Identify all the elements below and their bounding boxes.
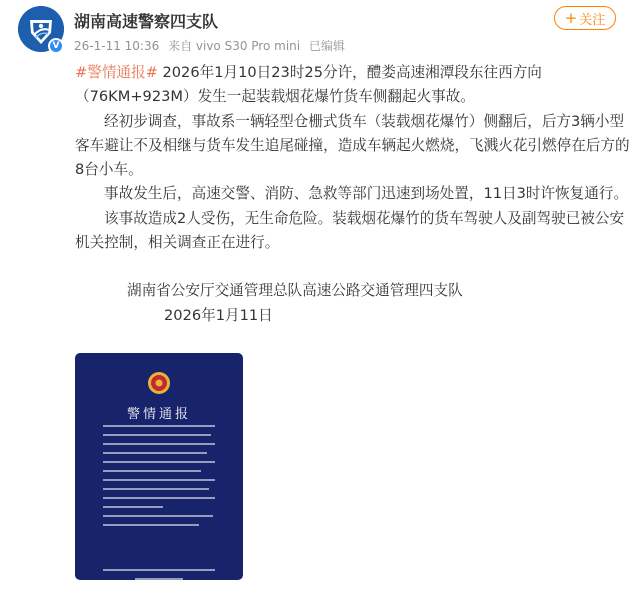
follow-button[interactable]: [554, 6, 616, 30]
plus-icon: +: [564, 8, 578, 27]
notice-text-lines: [103, 425, 215, 580]
post-meta: [74, 37, 350, 54]
edited-label[interactable]: 已编辑: [308, 39, 345, 53]
post-header: [0, 0, 640, 60]
post-paragraph-1: [75, 61, 630, 110]
post-paragraph-2: 经初步调查，事故系一辆轻型仓栅式货车（装载烟花爆竹）侧翻后，后方3辆小型客车避让不及相继与货车发生追尾碰撞，造成车辆起火燃烧，飞溅火花引燃停在后方的8台小车。: [75, 112, 630, 179]
post-body: [75, 61, 630, 328]
signature-org: 湖南省公安厅交通管理总队高速公路交通管理四支队: [127, 282, 463, 300]
police-emblem-icon: [75, 353, 243, 401]
account-name[interactable]: 湖南高速警察四支队: [74, 12, 219, 31]
post-image[interactable]: [75, 353, 243, 580]
hashtag-link[interactable]: #警情通报#: [75, 64, 158, 81]
verified-badge-icon: V: [48, 38, 64, 54]
post-time[interactable]: 26-1-11 10:36: [74, 39, 160, 53]
follow-label: 关注: [579, 12, 606, 28]
signature: [75, 279, 630, 328]
post-paragraph-4: 该事故造成2人受伤，无生命危险。装载烟花爆竹的货车驾驶人及副驾驶已被公安机关控制，相关调查正在进行。: [75, 209, 625, 252]
notice-title: 警情通报: [126, 407, 191, 422]
post-source: 来自 vivo S30 Pro mini: [168, 39, 301, 53]
paragraph-1-text: 2026年1月10日23时25分许，醴娄高速湘潭段东往西方向（76KM+923M）发生一起装载烟花爆竹货车侧翻起火事故。: [75, 64, 542, 106]
signature-date: 2026年1月11日: [164, 306, 273, 324]
post-paragraph-3: 事故发生后，高速交警、消防、急救等部门迅速到场处置，11日3时许恢复通行。: [104, 185, 629, 203]
